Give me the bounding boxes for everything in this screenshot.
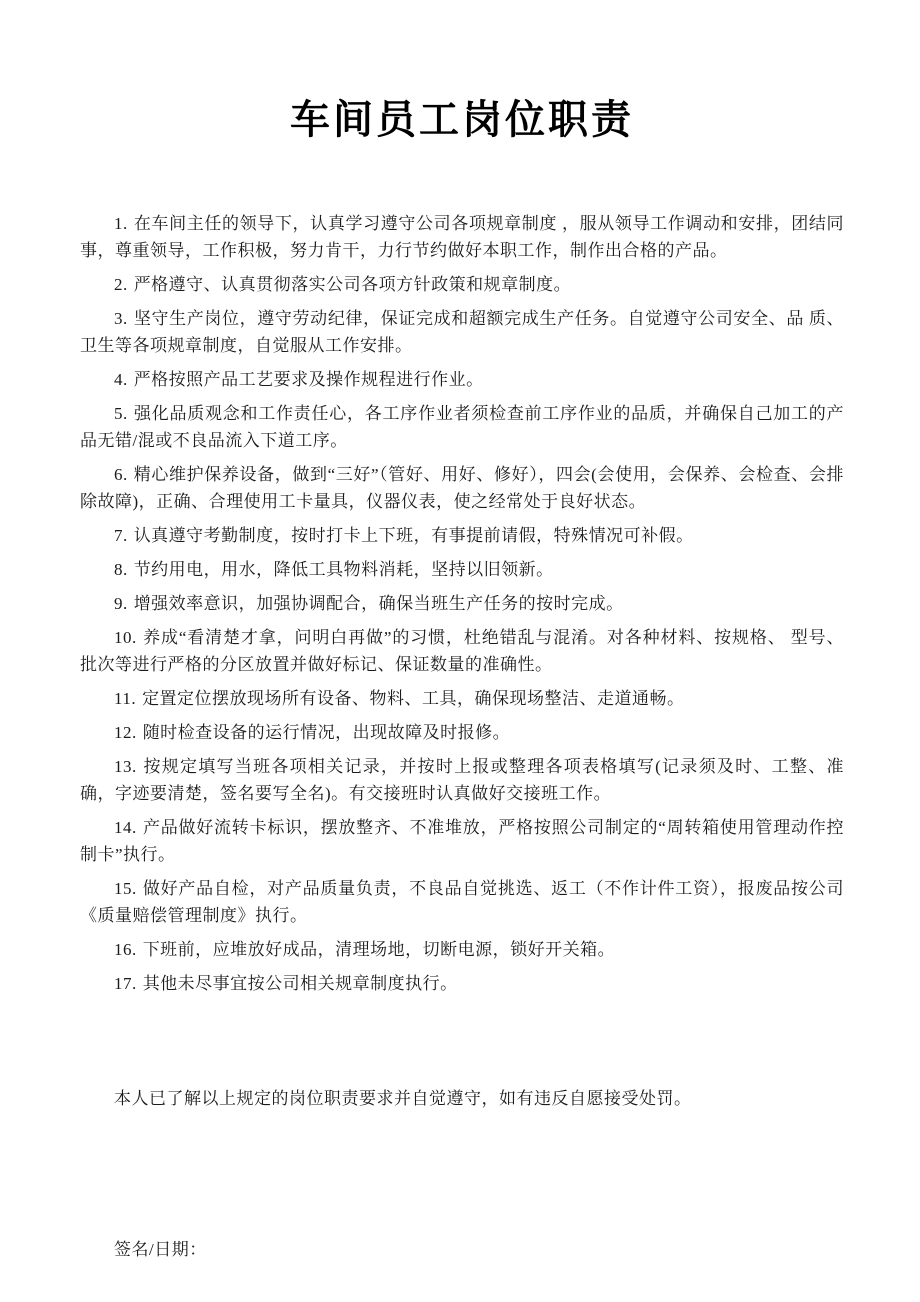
item-number: 13. — [114, 757, 137, 776]
document-title: 车间员工岗位职责 — [290, 97, 634, 142]
list-item — [80, 522, 844, 549]
item-text: 严格按照产品工艺要求及操作规程进行作业。 — [133, 370, 484, 389]
list-item — [80, 685, 844, 712]
item-number: 12. — [114, 723, 137, 742]
item-text: 做好产品自检，对产品质量负责，不良品自觉挑选、返工（不作计件工资），报废品按公司《质量赔偿管理制度》执行。 — [80, 879, 844, 925]
list-item — [80, 400, 844, 454]
item-number: 15. — [114, 879, 137, 898]
item-number: 17. — [114, 974, 137, 993]
item-number: 3. — [114, 309, 128, 328]
item-number: 4. — [114, 370, 128, 389]
item-text: 下班前，应堆放好成品，清理场地，切断电源，锁好开关箱。 — [142, 940, 616, 959]
item-number: 6. — [114, 465, 128, 484]
item-text: 产品做好流转卡标识，摆放整齐、不准堆放，严格按照公司制定的“周转箱使用管理动作控制卡”执行。 — [80, 818, 844, 864]
list-item — [80, 305, 844, 359]
item-text: 随时检查设备的运行情况，出现故障及时报修。 — [142, 723, 511, 742]
item-number: 14. — [114, 818, 137, 837]
item-number: 2. — [114, 275, 128, 294]
list-item — [80, 970, 844, 997]
item-text: 在车间主任的领导下，认真学习遵守公司各项规章制度 ，服从领导工作调动和安排，团结同事，尊重领导，工作积极，努力肯干，力行节约做好本职工作，制作出合格的产品。 — [80, 214, 844, 260]
list-item — [80, 590, 844, 617]
item-text: 严格遵守、认真贯彻落实公司各项方针政策和规章制度。 — [133, 275, 572, 294]
list-item — [80, 875, 844, 929]
closing-statement: 本人已了解以上规定的岗位职责要求并自觉遵守，如有违反自愿接受处罚。 — [114, 1089, 692, 1108]
list-item — [80, 556, 844, 583]
item-number: 5. — [114, 404, 128, 423]
list-item — [80, 366, 844, 393]
item-number: 7. — [114, 526, 128, 545]
item-text: 按规定填写当班各项相关记录，并按时上报或整理各项表格填写(记录须及时、工整、准确，字迹要清楚，签名要写全名)。有交接班时认真做好交接班工作。 — [80, 757, 844, 803]
item-number: 11. — [114, 689, 137, 708]
item-text: 定置定位摆放现场所有设备、物料、工具，确保现场整洁、走道通畅。 — [142, 689, 685, 708]
list-item — [80, 814, 844, 868]
item-number: 9. — [114, 594, 128, 613]
signature-label: 签名/日期： — [114, 1240, 207, 1259]
item-number: 10. — [114, 628, 137, 647]
list-item — [80, 753, 844, 807]
list-item — [80, 210, 844, 264]
list-item — [80, 936, 844, 963]
item-text: 认真遵守考勤制度，按时打卡上下班，有事提前请假，特殊情况可补假。 — [133, 526, 694, 545]
item-number: 16. — [114, 940, 137, 959]
item-text: 养成“看清楚才拿，问明白再做”的习惯，杜绝错乱与混淆。对各种材料、按规格、 型号、批次等进行严格的分区放置并做好标记、保证数量的准确性。 — [80, 628, 844, 674]
list-item — [80, 271, 844, 298]
list-item — [80, 719, 844, 746]
item-number: 1. — [114, 214, 128, 233]
list-item — [80, 461, 844, 515]
item-text: 其他未尽事宜按公司相关规章制度执行。 — [142, 974, 458, 993]
item-text: 节约用电，用水，降低工具物料消耗，坚持以旧领新。 — [133, 560, 554, 579]
item-number: 8. — [114, 560, 128, 579]
item-text: 强化品质观念和工作责任心，各工序作业者须检查前工序作业的品质，并确保自己加工的产品无错/混或不良品流入下道工序。 — [80, 404, 844, 450]
item-text: 精心维护保养设备，做到“三好”（管好、用好、修好），四会(会使用，会保养、会检查、会排除故障)，正确、合理使用工卡量具，仪器仪表，使之经常处于良好状态。 — [80, 465, 844, 511]
list-item — [80, 624, 844, 678]
item-text: 增强效率意识，加强协调配合，确保当班生产任务的按时完成。 — [133, 594, 624, 613]
item-text: 坚守生产岗位，遵守劳动纪律，保证完成和超额完成生产任务。自觉遵守公司安全、品 质、卫生等各项规章制度，自觉服从工作安排。 — [80, 309, 844, 355]
responsibility-list — [80, 210, 844, 997]
